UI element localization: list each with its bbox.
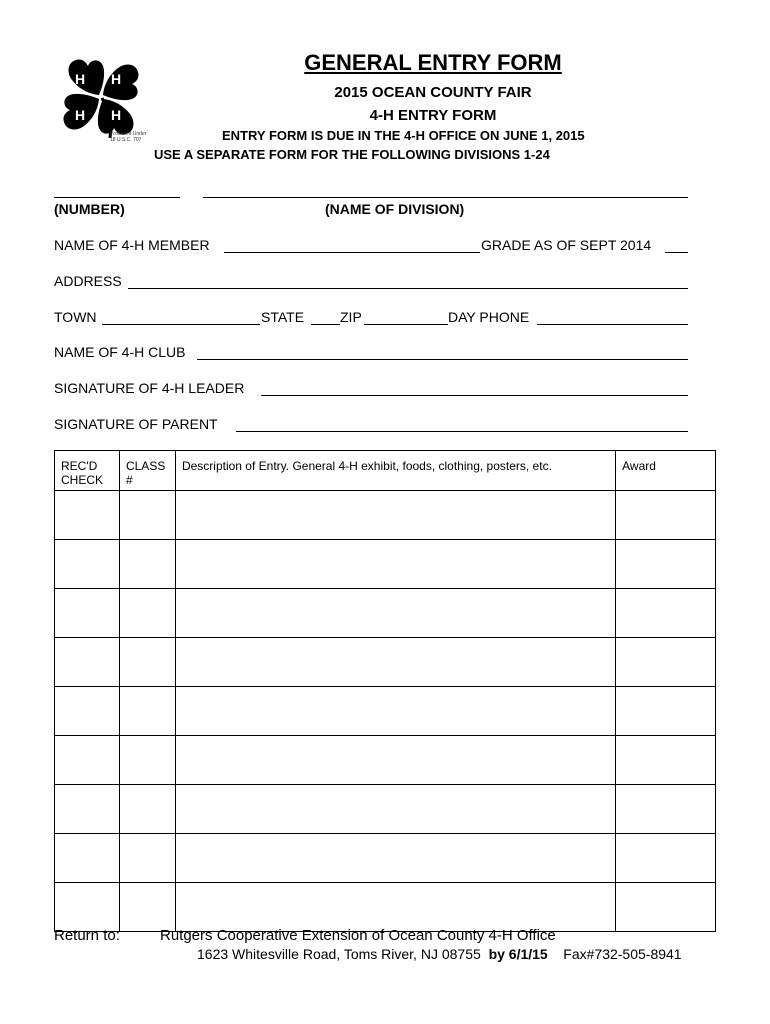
description-cell[interactable] <box>175 589 615 638</box>
leader-label: SIGNATURE OF 4-H LEADER <box>54 380 245 396</box>
form-title: GENERAL ENTRY FORM <box>304 50 562 75</box>
number-field[interactable] <box>54 197 180 198</box>
class-cell[interactable] <box>119 785 175 834</box>
recd-cell[interactable] <box>55 785 120 834</box>
fair-name: 2015 OCEAN COUNTY FAIR <box>334 84 532 101</box>
due-notice: ENTRY FORM IS DUE IN THE 4-H OFFICE ON JUNE 1, 2015 <box>222 128 585 143</box>
table-row <box>55 540 716 589</box>
svg-text:H: H <box>75 71 86 87</box>
recd-cell[interactable] <box>55 883 120 932</box>
division-label: (NAME OF DIVISION) <box>325 201 465 217</box>
table-row <box>55 638 716 687</box>
club-field[interactable] <box>197 359 688 360</box>
description-cell[interactable] <box>175 638 615 687</box>
fax-number: Fax#732-505-8941 <box>563 946 682 962</box>
leader-signature-field[interactable] <box>261 395 688 396</box>
table-row <box>55 785 716 834</box>
table-row <box>55 736 716 785</box>
office-name: Rutgers Cooperative Extension of Ocean County 4-H Office <box>160 927 556 944</box>
table-row <box>55 834 716 883</box>
parent-label: SIGNATURE OF PARENT <box>54 416 218 432</box>
logo-caption: Protected Under 18 U.S.C. 707 <box>110 131 147 143</box>
grade-label: GRADE AS OF SEPT 2014 <box>481 237 652 253</box>
town-field[interactable] <box>102 324 260 325</box>
class-cell[interactable] <box>119 687 175 736</box>
deadline: by 6/1/15 <box>488 946 548 962</box>
entries-table <box>54 450 716 932</box>
office-address-line <box>197 946 682 962</box>
col-award: Award <box>616 451 716 491</box>
class-cell[interactable] <box>119 589 175 638</box>
description-cell[interactable] <box>175 834 615 883</box>
club-label: NAME OF 4-H CLUB <box>54 344 186 360</box>
award-cell[interactable] <box>616 687 716 736</box>
zip-field[interactable] <box>364 324 448 325</box>
divisions-notice: USE A SEPARATE FORM FOR THE FOLLOWING DIVISIONS 1-24 <box>154 147 550 162</box>
town-label: TOWN <box>54 309 97 325</box>
form-name: 4-H ENTRY FORM <box>369 107 497 124</box>
table-row <box>55 589 716 638</box>
office-address: 1623 Whitesville Road, Toms River, NJ 08755 <box>197 946 481 962</box>
recd-cell[interactable] <box>55 638 120 687</box>
col-class: CLASS # <box>119 451 175 491</box>
col-recd-check: REC'D CHECK <box>55 451 120 491</box>
phone-field[interactable] <box>537 324 688 325</box>
description-cell[interactable] <box>175 491 615 540</box>
class-cell[interactable] <box>119 834 175 883</box>
recd-cell[interactable] <box>55 736 120 785</box>
division-field[interactable] <box>203 197 688 198</box>
recd-cell[interactable] <box>55 687 120 736</box>
svg-text:H: H <box>111 107 122 123</box>
return-label: Return to: <box>54 927 120 944</box>
recd-cell[interactable] <box>55 589 120 638</box>
award-cell[interactable] <box>616 491 716 540</box>
address-label: ADDRESS <box>54 273 122 289</box>
parent-signature-field[interactable] <box>236 431 688 432</box>
col-description: Description of Entry. General 4-H exhibit, foods, clothing, posters, etc. <box>175 451 615 491</box>
description-cell[interactable] <box>175 785 615 834</box>
class-cell[interactable] <box>119 736 175 785</box>
award-cell[interactable] <box>616 540 716 589</box>
state-label: STATE <box>261 309 305 325</box>
grade-field[interactable] <box>665 252 688 253</box>
description-cell[interactable] <box>175 540 615 589</box>
zip-label: ZIP <box>340 309 362 325</box>
class-cell[interactable] <box>119 491 175 540</box>
description-cell[interactable] <box>175 736 615 785</box>
award-cell[interactable] <box>616 589 716 638</box>
phone-label: DAY PHONE <box>448 309 530 325</box>
recd-cell[interactable] <box>55 491 120 540</box>
award-cell[interactable] <box>616 883 716 932</box>
award-cell[interactable] <box>616 785 716 834</box>
table-row <box>55 883 716 932</box>
description-cell[interactable] <box>175 687 615 736</box>
table-header-row <box>55 451 716 491</box>
recd-cell[interactable] <box>55 834 120 883</box>
class-cell[interactable] <box>119 883 175 932</box>
recd-cell[interactable] <box>55 540 120 589</box>
number-label: (NUMBER) <box>54 201 125 217</box>
address-field[interactable] <box>128 288 688 289</box>
svg-text:H: H <box>111 71 122 87</box>
state-field[interactable] <box>311 324 340 325</box>
svg-text:H: H <box>75 107 86 123</box>
award-cell[interactable] <box>616 638 716 687</box>
table-row <box>55 491 716 540</box>
award-cell[interactable] <box>616 736 716 785</box>
award-cell[interactable] <box>616 834 716 883</box>
description-cell[interactable] <box>175 883 615 932</box>
class-cell[interactable] <box>119 638 175 687</box>
member-label: NAME OF 4-H MEMBER <box>54 237 210 253</box>
table-row <box>55 687 716 736</box>
member-field[interactable] <box>224 252 480 253</box>
class-cell[interactable] <box>119 540 175 589</box>
